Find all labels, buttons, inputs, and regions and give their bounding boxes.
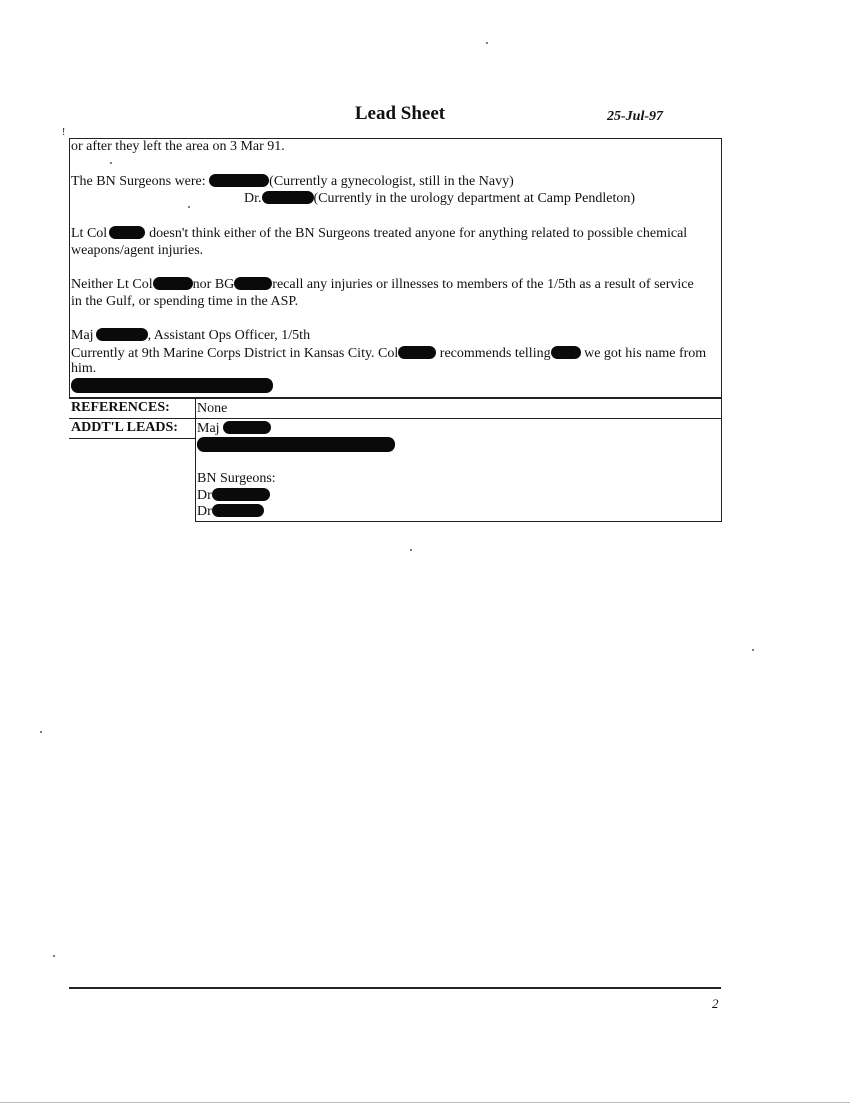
text-span: recommends telling xyxy=(439,346,551,361)
redaction-mark xyxy=(209,174,269,187)
text-span: , Assistant Ops Officer, 1/5th xyxy=(147,328,311,343)
redaction-mark xyxy=(212,504,264,517)
text-span: Currently at 9th Marine Corps District in Kansas City. Col xyxy=(71,346,399,361)
surgeons-line-1 xyxy=(71,173,514,190)
lead-dr-1 xyxy=(197,487,270,504)
references-value: None xyxy=(197,401,228,416)
scan-speck xyxy=(110,162,112,164)
text-span: Maj xyxy=(71,328,94,343)
document-date: 25-Jul-97 xyxy=(607,109,663,124)
text-span: Dr xyxy=(197,488,212,503)
addtl-leads-label: ADDT'L LEADS: xyxy=(71,420,178,435)
redaction-mark xyxy=(234,277,272,290)
table-line xyxy=(69,398,722,399)
scan-speck xyxy=(40,731,42,733)
scan-speck xyxy=(53,955,55,957)
table-line xyxy=(69,438,195,439)
redaction-mark xyxy=(96,328,148,341)
text-span: Maj xyxy=(197,421,220,436)
text-span: Dr xyxy=(197,504,212,519)
paragraph-lt-col-cont: weapons/agent injuries. xyxy=(71,243,204,258)
references-label: REFERENCES: xyxy=(71,400,170,415)
scan-speck xyxy=(486,42,488,44)
surgeon1-note: (Currently a gynecologist, still in the Navy) xyxy=(269,174,514,189)
redaction-mark xyxy=(71,378,273,393)
redaction-mark xyxy=(551,346,581,359)
paragraph-neither-cont: in the Gulf, or spending time in the ASP. xyxy=(71,294,299,309)
table-line xyxy=(195,398,196,521)
lead-maj xyxy=(197,420,271,437)
text-span: Neither Lt Col xyxy=(71,277,153,292)
bn-surgeons-label: BN Surgeons: xyxy=(197,471,276,486)
surgeons-intro: The BN Surgeons were: xyxy=(71,174,206,189)
narrative-line-1: or after they left the area on 3 Mar 91. xyxy=(71,139,285,154)
surgeons-line-2 xyxy=(244,190,635,207)
page-title: Lead Sheet xyxy=(354,103,446,124)
surgeon2-prefix: Dr. xyxy=(244,191,262,206)
redaction-mark xyxy=(109,226,145,239)
scan-speck xyxy=(752,649,754,651)
maj-line xyxy=(71,327,310,344)
scan-speck xyxy=(188,206,190,208)
redaction-mark xyxy=(197,437,395,452)
redaction-mark xyxy=(212,488,270,501)
text-span: recall any injuries or illnesses to members of the 1/5th as a result of service xyxy=(272,277,694,292)
surgeon2-note: (Currently in the urology department at Camp Pendleton) xyxy=(313,191,636,206)
paragraph-neither xyxy=(71,276,694,293)
table-line xyxy=(195,521,722,522)
kansas-line xyxy=(71,345,706,362)
text-span: nor BG xyxy=(192,277,235,292)
redaction-mark xyxy=(153,277,193,290)
paragraph-lt-col xyxy=(71,225,687,242)
margin-mark: ! xyxy=(62,127,66,138)
text-span: doesn't think either of the BN Surgeons treated anyone for anything related to possible chemical xyxy=(149,226,688,241)
footer-rule xyxy=(69,987,721,989)
text-span: we got his name from xyxy=(584,346,707,361)
redaction-mark xyxy=(223,421,271,434)
scan-speck xyxy=(410,549,412,551)
redaction-mark xyxy=(398,346,436,359)
table-line xyxy=(69,418,722,419)
table-line xyxy=(721,398,722,521)
text-span: Lt Col xyxy=(71,226,108,241)
redaction-mark xyxy=(262,191,314,204)
scan-edge xyxy=(0,1102,850,1103)
him-line: him. xyxy=(71,361,97,376)
page-number: 2 xyxy=(712,996,719,1011)
lead-dr-2 xyxy=(197,503,264,520)
